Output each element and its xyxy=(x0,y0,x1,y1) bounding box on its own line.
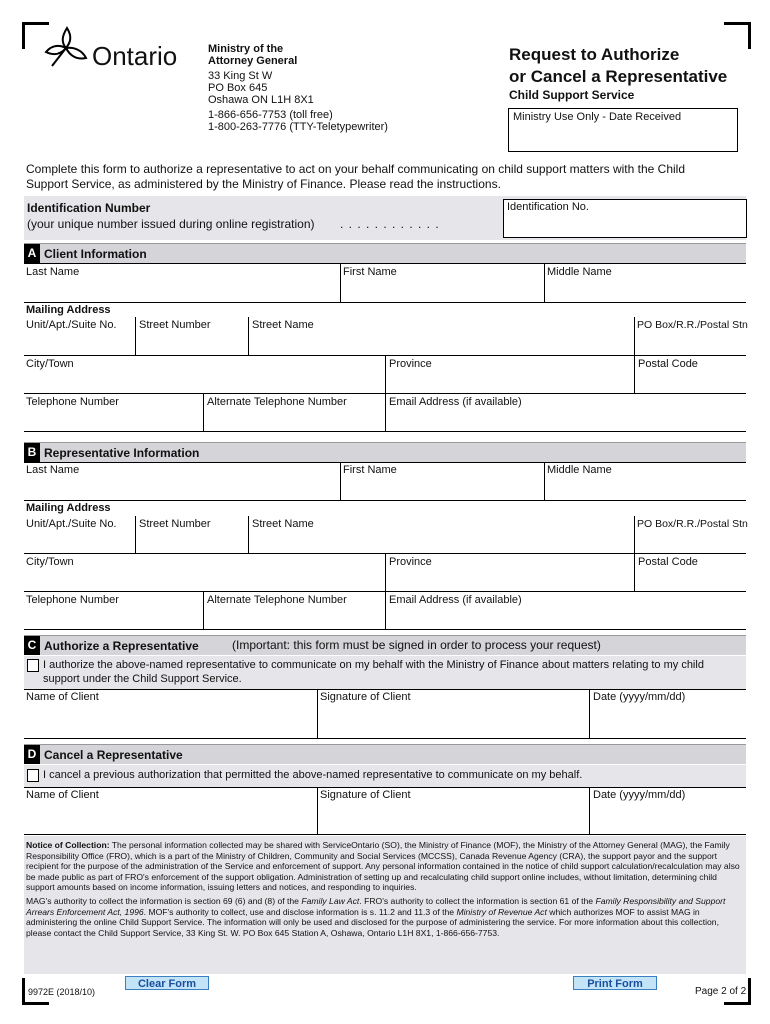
form-title-line2: or Cancel a Representative xyxy=(509,67,728,86)
section-d-header xyxy=(24,744,746,764)
notice-paragraph-2 xyxy=(26,896,744,938)
client-telephone-label: Telephone Number xyxy=(26,396,119,408)
client-po-box-field[interactable] xyxy=(635,317,746,355)
section-d-title: Cancel a Representative xyxy=(44,748,183,762)
notice-p2d: which authorizes MOF to assist MAG in administering the online Child Support Service. The information will only be used and disclosed for the purpose of administering the service. For more information about this collection, please contact the Child Support Service, 33 King St. W. PO Box 645 Station A, Oshawa, Ontario L1H 8X1, 1-866-656-7753. xyxy=(26,906,719,938)
notice-law1: Family Law Act xyxy=(301,895,360,906)
identification-field-label: Identification No. xyxy=(507,201,589,213)
d-date-label: Date (yyyy/mm/dd) xyxy=(593,789,686,801)
section-a-title: Client Information xyxy=(44,247,147,261)
ministry-address-line2: PO Box 645 xyxy=(208,82,268,94)
ministry-use-date-box[interactable] xyxy=(508,108,738,152)
client-postal-code-label: Postal Code xyxy=(638,358,698,370)
client-street-name-field[interactable] xyxy=(249,317,634,355)
client-middle-name-field[interactable] xyxy=(545,264,746,302)
client-postal-code-field[interactable] xyxy=(635,356,746,393)
ministry-phone-tty: 1-800-263-7776 (TTY-Teletypewriter) xyxy=(208,121,388,133)
client-street-name-label: Street Name xyxy=(252,319,314,331)
notice-of-collection xyxy=(26,840,744,941)
logo-wordmark: Ontario xyxy=(92,41,178,71)
form-subtitle: Child Support Service xyxy=(509,88,635,102)
section-b-letter: B xyxy=(24,443,40,462)
notice-paragraph-1 xyxy=(26,840,744,893)
rep-po-box-label: PO Box/R.R./Postal Stn xyxy=(637,518,748,530)
page-number: Page 2 of 2 xyxy=(695,986,747,997)
d-signature-label: Signature of Client xyxy=(320,789,411,801)
identification-number-field[interactable] xyxy=(503,199,747,238)
rep-telephone-label: Telephone Number xyxy=(26,594,119,606)
trillium-icon xyxy=(44,26,90,70)
ministry-use-label: Ministry Use Only - Date Received xyxy=(513,111,682,123)
client-po-box-label: PO Box/R.R./Postal Stn xyxy=(637,319,748,331)
client-last-name-field[interactable] xyxy=(24,264,340,302)
rep-telephone-field[interactable] xyxy=(24,592,203,629)
rep-alt-telephone-field[interactable] xyxy=(204,592,385,629)
print-form-button[interactable]: Print Form xyxy=(573,976,657,990)
client-first-name-field[interactable] xyxy=(341,264,544,302)
clear-form-button[interactable]: Clear Form xyxy=(125,976,209,990)
client-alt-telephone-field[interactable] xyxy=(204,394,385,431)
notice-p2b: . FRO's authority to collect the information is section 61 of the xyxy=(359,895,596,906)
ministry-address-line3: Oshawa ON L1H 8X1 xyxy=(208,94,314,106)
rep-middle-name-label: Middle Name xyxy=(547,464,612,476)
rep-city-label: City/Town xyxy=(26,556,74,568)
rep-email-field[interactable] xyxy=(386,592,746,629)
rep-last-name-label: Last Name xyxy=(26,464,80,476)
rep-mailing-address-label: Mailing Address xyxy=(26,502,111,514)
form-number: 9972E (2018/10) xyxy=(28,987,96,997)
rep-first-name-field[interactable] xyxy=(341,463,544,500)
rep-province-field[interactable] xyxy=(386,554,634,591)
section-a-letter: A xyxy=(24,244,40,263)
client-province-field[interactable] xyxy=(386,356,634,393)
notice-heading: Notice of Collection: xyxy=(26,840,110,850)
ministry-name-line1: Ministry of the xyxy=(208,43,284,55)
rep-first-name-label: First Name xyxy=(343,464,397,476)
rep-street-name-field[interactable] xyxy=(249,516,634,553)
client-mailing-address-label: Mailing Address xyxy=(26,304,111,316)
intro-line2: Support Service, as administered by the Ministry of Finance. Please read the instructions. xyxy=(26,177,501,191)
notice-p2a: MAG's authority to collect the information is section 69 (6) and (8) of the xyxy=(26,895,302,906)
c-signature-field[interactable] xyxy=(318,690,589,738)
client-province-label: Province xyxy=(389,358,432,370)
client-first-name-label: First Name xyxy=(343,266,397,278)
section-c-title-note: (Important: this form must be signed in order to process your request) xyxy=(232,638,601,652)
rep-city-field[interactable] xyxy=(24,554,385,591)
notice-p1-text: The personal information collected may be shared with ServiceOntario (SO), the Ministry of Finance (MOF), the Ministry of the Attorney General (MAG), the Family Responsibility Office (FRO), which is a part of the Ministry of Children, Community and Social Services (MCCSS), Canada Revenue Agency (CRA), the support payor and the support recipient for the purpose of the administration of the Service and enforcement of support. Any personal information contained in the notice of child support calculation/recalculation may also be made public as part of FRO's enforcement of the support obligation. Administration of setting up and recalculating child support online includes, without limitation, determining child support amounts based on income information, issuing letters and notices, and responding to inquiries. xyxy=(26,840,740,893)
section-c-letter: C xyxy=(24,636,40,655)
rep-email-label: Email Address (if available) xyxy=(389,594,522,606)
d-client-name-label: Name of Client xyxy=(26,789,99,801)
d-client-name-field[interactable] xyxy=(24,788,317,834)
c-client-name-field[interactable] xyxy=(24,690,317,738)
rep-unit-field[interactable] xyxy=(24,516,135,553)
rep-last-name-field[interactable] xyxy=(24,463,340,500)
notice-law3: Ministry of Revenue Act xyxy=(456,906,547,917)
form-title-line1: Request to Authorize xyxy=(509,45,680,64)
client-telephone-field[interactable] xyxy=(24,394,203,431)
rep-alt-telephone-label: Alternate Telephone Number xyxy=(207,594,347,606)
authorize-text-line1: I authorize the above-named representative to communicate on my behalf with the Ministry of Finance about matters relating to my child xyxy=(43,659,704,671)
intro-line1: Complete this form to authorize a representative to act on your behalf communicating on child support matters with the Child xyxy=(26,162,685,176)
section-c-title: Authorize a Representative xyxy=(44,639,199,653)
rep-po-box-field[interactable] xyxy=(635,516,746,553)
identification-leader: . . . . . . . . . . . . xyxy=(340,217,440,231)
rep-middle-name-field[interactable] xyxy=(545,463,746,500)
notice-p2c: . MOF's authority to collect, use and disclose information is s. 11.2 and 11.3 of the xyxy=(143,906,457,917)
client-street-number-field[interactable] xyxy=(136,317,248,355)
rep-postal-code-field[interactable] xyxy=(635,554,746,591)
d-signature-field[interactable] xyxy=(318,788,589,834)
rep-postal-code-label: Postal Code xyxy=(638,556,698,568)
ministry-phone-tollfree: 1-866-656-7753 (toll free) xyxy=(208,109,333,121)
rep-street-name-label: Street Name xyxy=(252,518,314,530)
crop-mark-top-right xyxy=(724,22,751,49)
section-b-title: Representative Information xyxy=(44,446,200,460)
rep-unit-label: Unit/Apt./Suite No. xyxy=(26,518,117,530)
authorize-checkbox[interactable] xyxy=(27,659,39,672)
client-email-label: Email Address (if available) xyxy=(389,396,522,408)
rep-province-label: Province xyxy=(389,556,432,568)
rep-street-number-field[interactable] xyxy=(136,516,248,553)
notice-law2: Family Responsibility and Support Arrears Enforcement Act, 1996 xyxy=(26,895,726,917)
c-date-field[interactable] xyxy=(590,690,746,738)
client-unit-label: Unit/Apt./Suite No. xyxy=(26,319,117,331)
section-c-header xyxy=(24,635,746,655)
c-date-label: Date (yyyy/mm/dd) xyxy=(593,691,686,703)
c-client-name-label: Name of Client xyxy=(26,691,99,703)
client-middle-name-label: Middle Name xyxy=(547,266,612,278)
cancel-text: I cancel a previous authorization that permitted the above-named representative to communicate on my behalf. xyxy=(43,769,583,781)
client-unit-field[interactable] xyxy=(24,317,135,355)
client-city-field[interactable] xyxy=(24,356,385,393)
section-a-header xyxy=(24,243,746,263)
ministry-address-line1: 33 King St W xyxy=(208,70,273,82)
section-d-letter: D xyxy=(24,745,40,764)
client-last-name-label: Last Name xyxy=(26,266,80,278)
identification-hint: (your unique number issued during online registration) xyxy=(27,217,315,231)
client-city-label: City/Town xyxy=(26,358,74,370)
c-signature-label: Signature of Client xyxy=(320,691,411,703)
authorize-text-line2: support under the Child Support Service. xyxy=(43,673,242,685)
d-date-field[interactable] xyxy=(590,788,746,834)
identification-label: Identification Number xyxy=(27,201,151,215)
cancel-checkbox[interactable] xyxy=(27,769,39,782)
rep-street-number-label: Street Number xyxy=(139,518,211,530)
client-email-field[interactable] xyxy=(386,394,746,431)
client-street-number-label: Street Number xyxy=(139,319,211,331)
client-alt-telephone-label: Alternate Telephone Number xyxy=(207,396,347,408)
ontario-logo xyxy=(44,26,194,74)
ministry-name-line2: Attorney General xyxy=(208,55,298,67)
section-b-header xyxy=(24,442,746,462)
